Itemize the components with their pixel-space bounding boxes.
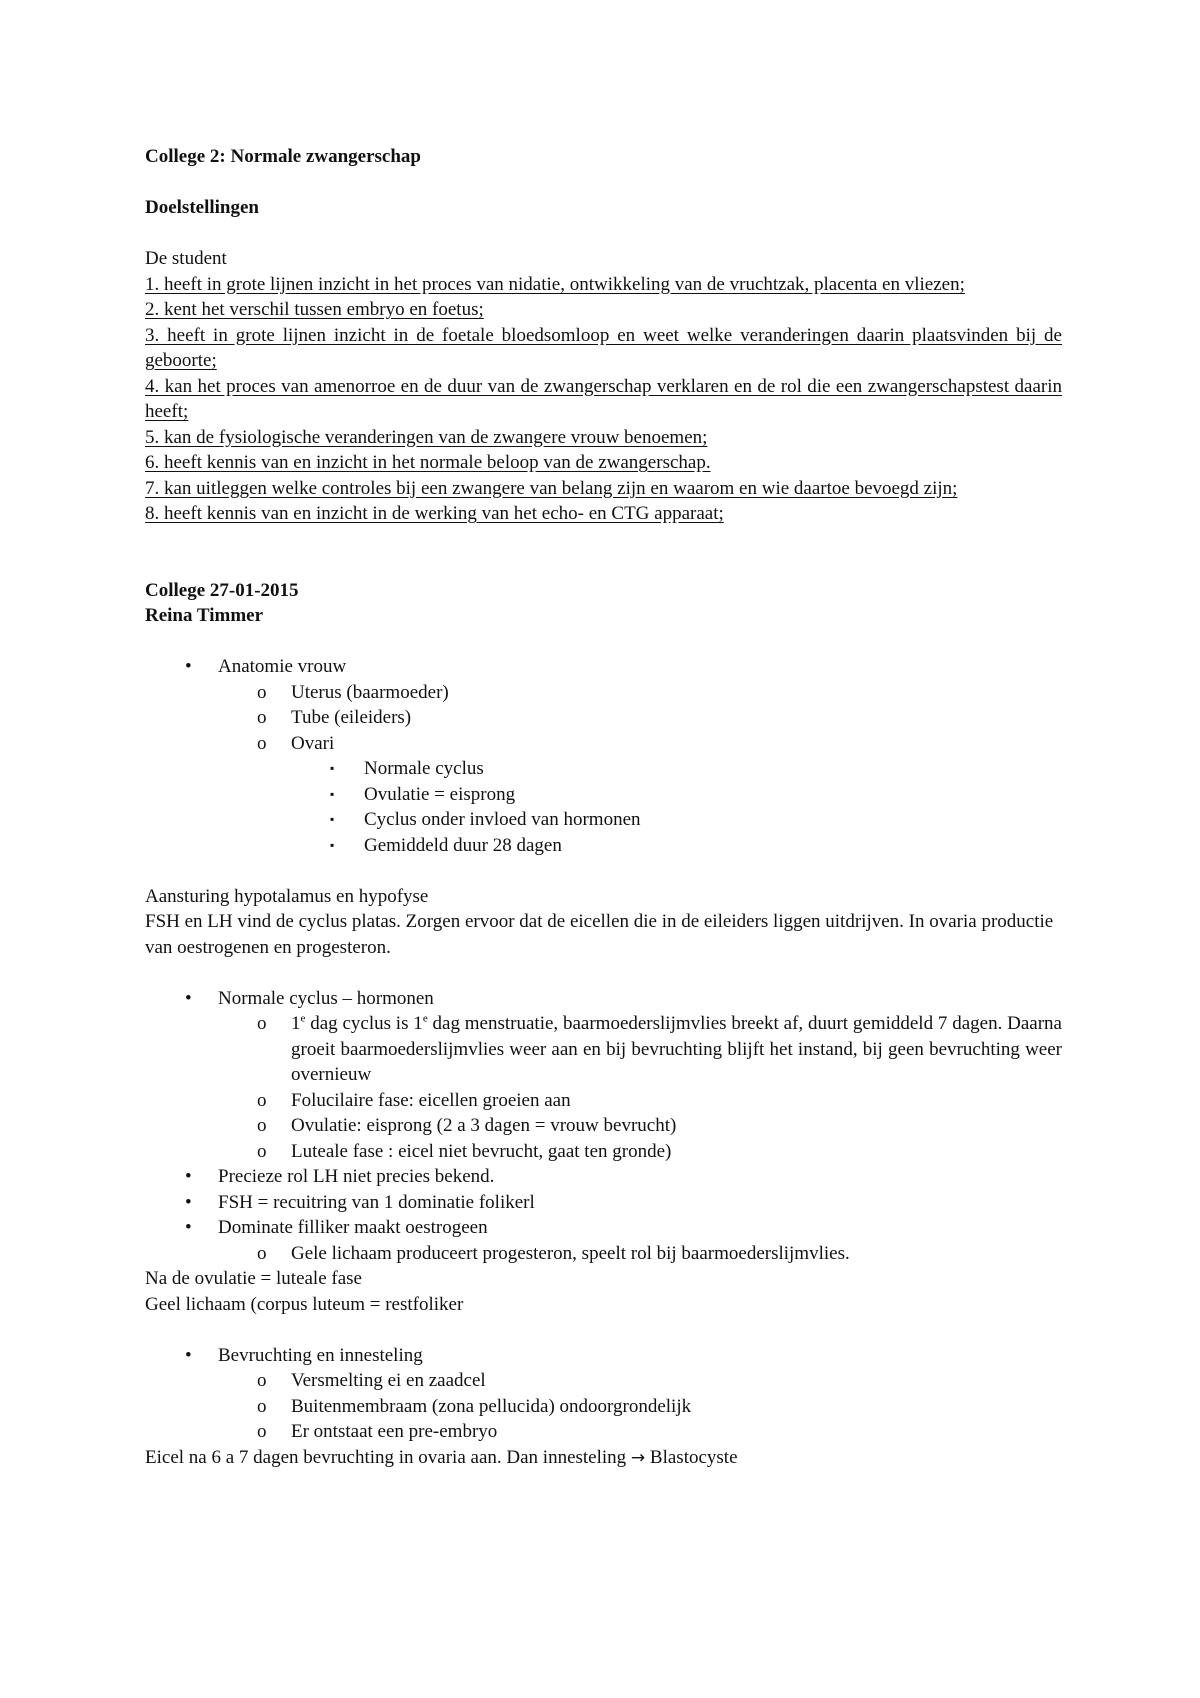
circle-marker: o: [257, 1421, 267, 1442]
circle-marker: o: [257, 1140, 267, 1162]
fertilization-list: [145, 1343, 1062, 1445]
list-item: o Ovari: [145, 731, 1062, 757]
list-item: o Uterus (baarmoeder): [145, 680, 1062, 706]
list-item: • FSH = recuitring van 1 dominatie folikerl: [145, 1190, 1062, 1216]
bullet-marker: •: [185, 1217, 192, 1238]
goal-item-8: 8. heeft kennis van en inzicht in de werking van het echo- en CTG apparaat;: [145, 503, 724, 524]
cycle-list: [145, 986, 1062, 1267]
goal-item-6: 6. heeft kennis van en inzicht in het normale beloop van de zwangerschap.: [145, 452, 711, 473]
goal-item-5: 5. kan de fysiologische veranderingen van de zwangere vrouw benoemen;: [145, 426, 708, 448]
square-marker: ▪: [330, 837, 335, 852]
square-marker: ▪: [330, 812, 335, 826]
goal-item-1: 1. heeft in grote lijnen inzicht in het proces van nidatie, ontwikkeling van de vruchtzak, placenta en vliezen;: [145, 273, 965, 295]
lecturer-name: Reina Timmer: [145, 605, 264, 626]
list-item: o Gele lichaam produceert progesteron, speelt rol bij baarmoederslijmvlies.: [145, 1241, 1062, 1267]
list-item: o Ovulatie: eisprong (2 a 3 dagen = vrouw bevrucht): [145, 1113, 1062, 1139]
circle-marker: o: [257, 1242, 267, 1264]
list-item: ▪ Cyclus onder invloed van hormonen: [145, 807, 1062, 833]
list-item: o Luteale fase : eicel niet bevrucht, gaat ten gronde): [145, 1139, 1062, 1165]
square-marker: ▪: [330, 786, 335, 801]
lecture-date-heading: College 27-01-2015: [145, 579, 299, 601]
list-item: o Er ontstaat een pre-embryo: [145, 1419, 1062, 1445]
anatomy-list: [145, 654, 1062, 858]
page-title: College 2: Normale zwangerschap: [145, 146, 421, 167]
list-item: ▪ Normale cyclus: [145, 756, 1062, 782]
list-item: ▪ Gemiddeld duur 28 dagen: [145, 833, 1062, 859]
bullet-marker: •: [185, 1344, 192, 1366]
paragraph-line: Na de ovulatie = luteale fase: [145, 1268, 362, 1289]
list-item: o Versmelting ei en zaadcel: [145, 1368, 1062, 1394]
circle-marker: o: [257, 1115, 267, 1136]
goal-item-2: 2. kent het verschil tussen embryo en foetus;: [145, 299, 484, 320]
bullet-marker: •: [185, 1166, 192, 1187]
circle-marker: o: [257, 1089, 267, 1111]
list-item: • Bevruchting en innesteling: [145, 1343, 1062, 1369]
paragraph-line: Aansturing hypotalamus en hypofyse: [145, 885, 429, 907]
list-item: • Precieze rol LH niet precies bekend.: [145, 1164, 1062, 1190]
circle-marker: o: [257, 1395, 267, 1417]
list-item: ▪ Ovulatie = eisprong: [145, 782, 1062, 808]
circle-marker: o: [257, 681, 267, 703]
list-item: • Dominate filliker maakt oestrogeen: [145, 1215, 1062, 1241]
bullet-marker: •: [185, 1191, 192, 1213]
list-item: o Folucilaire fase: eicellen groeien aan: [145, 1088, 1062, 1114]
goal-item-7: 7. kan uitleggen welke controles bij een zwangere van belang zijn en waarom en wie daartoe bevoegd zijn;: [145, 477, 958, 499]
paragraph-line: Geel lichaam (corpus luteum = restfoliker: [145, 1293, 464, 1315]
square-marker: ▪: [330, 761, 335, 775]
list-item: o 1e dag cyclus is 1e dag menstruatie, baarmoederslijmvlies breekt af, duurt gemiddeld 7 dagen. Daarna groeit baarmoederslijmvlies weer aan en bij bevruchting blijft het instand, bij geen bevruchting weer overnieuw: [257, 1012, 1062, 1085]
circle-marker: o: [257, 732, 267, 754]
paragraph-line: Eicel na 6 a 7 dagen bevruchting in ovaria aan. Dan innesteling → Blastocyste: [145, 1446, 738, 1468]
bullet-marker: •: [185, 987, 192, 1009]
circle-marker: o: [257, 1370, 267, 1391]
section-heading-doelstellingen: Doelstellingen: [145, 197, 259, 218]
list-item: o Tube (eileiders): [145, 705, 1062, 731]
list-item: • Anatomie vrouw: [145, 654, 1062, 680]
arrow-right-icon: →: [630, 1447, 646, 1468]
paragraph: FSH en LH vind de cyclus platas. Zorgen ervoor dat de eicellen die in de eileiders liggen uitdrijven. In ovaria productie van oestrogenen en progesteron.: [145, 911, 1054, 958]
goal-item-4: 4. kan het proces van amenorroe en de duur van de zwangerschap verklaren en de rol die een zwangerschapstest daarin heeft;: [145, 375, 1062, 422]
bullet-marker: •: [185, 656, 192, 677]
goal-item-3: 3. heeft in grote lijnen inzicht in de foetale bloedsomloop en weet welke veranderingen daarin plaatsvinden bij de geboorte;: [145, 324, 1062, 371]
list-item: • Normale cyclus – hormonen: [145, 986, 1062, 1012]
list-item: o Buitenmembraam (zona pellucida) ondoorgrondelijk: [145, 1394, 1062, 1420]
circle-marker: o: [257, 1013, 267, 1034]
goals-intro: De student: [145, 248, 227, 269]
document-body: [145, 144, 1062, 1471]
circle-marker: o: [257, 707, 267, 728]
